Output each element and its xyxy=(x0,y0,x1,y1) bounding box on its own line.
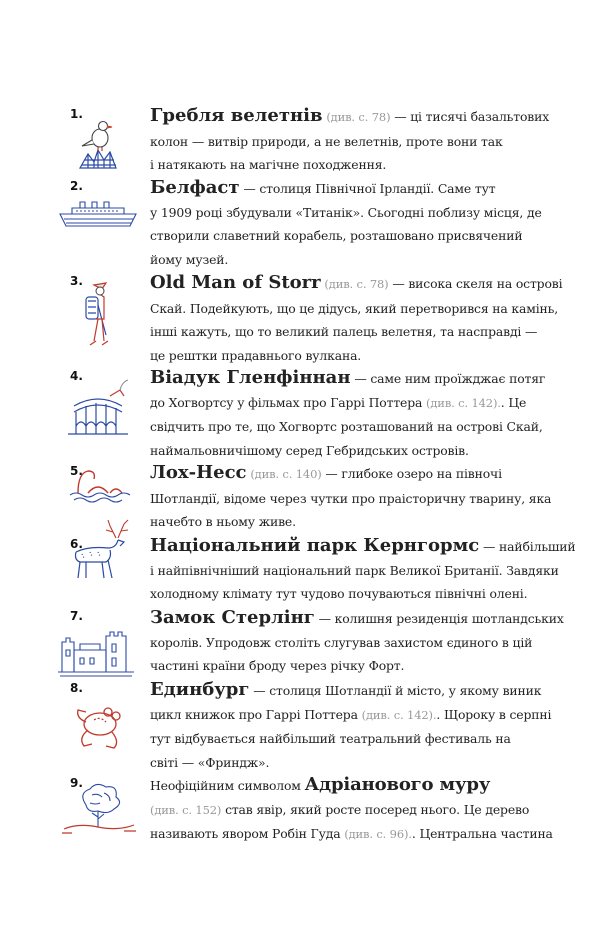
entry-line: йому музей. xyxy=(150,251,229,267)
entry-line: колон — витвір природи, а не велетнів, проте вони так xyxy=(150,133,503,149)
entry-line: Скай. Подейкують, що це дідусь, який перетворився на камінь, xyxy=(150,300,559,316)
entry-text xyxy=(150,534,576,606)
hiker-icon xyxy=(58,275,138,365)
entry-line: називають явором Робін Гуда xyxy=(150,826,341,841)
entry-text xyxy=(150,461,552,534)
entry-line: частині країни броду через річку Форт. xyxy=(150,658,405,673)
page-reference: (див. с. 78) xyxy=(326,110,391,124)
entry-line: — колишня резиденція шотландських xyxy=(318,611,564,626)
entry-number: 9. xyxy=(70,776,83,790)
entry-line: тут відбувається найбільший театральний фестиваль на xyxy=(150,731,511,746)
entry-line: інші кажуть, що то великий палець велетня, та насправді — xyxy=(150,324,538,339)
page-reference: (див. с. 96). xyxy=(344,827,412,841)
entry-line: у 1909 році збудували «Титанік». Сьогодні поблизу місця, де xyxy=(150,204,542,220)
entry-line: — столиця Шотландії й місто, у якому виник xyxy=(253,683,542,698)
entry-number: 6. xyxy=(70,537,83,551)
entry-line: — столиця Північної Ірландії. Саме тут xyxy=(243,181,496,196)
entry-title: Old Man of Storr xyxy=(150,272,321,293)
frog-icon xyxy=(58,696,138,758)
entry-line: став явір, який росте посеред нього. Це дерево xyxy=(225,801,530,817)
entry-line: — ці тисячі базальтових xyxy=(394,109,550,124)
entry-title: Замок Стерлінг xyxy=(150,607,315,628)
entry-line: цикл книжок про Гаррі Поттера xyxy=(150,706,358,722)
entry-title: Единбург xyxy=(150,679,250,700)
entry-line: — найбільший xyxy=(483,539,576,554)
entry-title: Белфаст xyxy=(150,177,240,198)
seagull-on-rocks-icon xyxy=(58,110,138,176)
entry-number: 3. xyxy=(70,274,83,288)
entry-text: Віадук Гленфіннан — саме ним проїжджає потяг до Хогвортсу у фільмах про Гаррі Поттера (див. с. 142).. Це свідчить про те, що Хогвортс розташований на острові Скай, наймальовничішому серед Гебридських островів. xyxy=(150,366,540,462)
entry-line: Щороку в серпні xyxy=(443,706,552,722)
entry-line: Шотландії, відоме через чутки про праісторичну тварину, яка xyxy=(150,490,552,506)
entry-line: — глибоке озеро на півночі xyxy=(325,466,502,481)
viaduct-icon xyxy=(58,376,138,444)
entry-title: Національний парк Кернгормс xyxy=(150,535,480,556)
page-reference: (див. с. 140) xyxy=(250,467,322,481)
castle-icon xyxy=(58,622,138,684)
entry-line: свідчить про те, що Хогвортс розташований на острові Скай, xyxy=(150,419,543,434)
entry-line: створили славетний корабель, розташовано присвячений xyxy=(150,228,523,243)
entry-number: 8. xyxy=(70,681,83,695)
entry-number: 5. xyxy=(70,464,83,478)
entry-line: Центральна частина xyxy=(419,826,553,841)
entry-text xyxy=(150,176,540,271)
entry-title: Віадук Гленфіннан xyxy=(150,367,351,388)
entry-line: наймальовничішому серед Гебридських островів. xyxy=(150,442,469,458)
entry-title: Лох-Несс xyxy=(150,462,247,483)
entry-line: і натякають на магічне походження. xyxy=(150,157,387,172)
sycamore-tree-icon xyxy=(58,781,138,845)
entry-line: світі — «Фриндж». xyxy=(150,754,270,770)
entry-line: холодному клімату тут чудово почуваються північні олені. xyxy=(150,586,528,601)
entry-number: 4. xyxy=(70,369,83,383)
entry-number: 7. xyxy=(70,609,83,623)
entry-line: начебто в ньому живе. xyxy=(150,514,296,529)
entry-line: і найпівнічніший національний парк Великої Британії. Завдяки xyxy=(150,562,559,578)
entry-text xyxy=(150,606,564,678)
entry-text xyxy=(150,271,563,367)
page-reference: (див. с. 142). xyxy=(426,395,501,410)
entry-line: до Хогвортсу у фільмах про Гаррі Поттера xyxy=(150,394,423,410)
entry-lead: Неофіційним символом xyxy=(150,778,301,793)
entry-line: це рештки прадавнього вулкана. xyxy=(150,347,362,363)
entry-title: Гребля велетнів xyxy=(150,105,323,126)
entry-line: — висока скеля на острові xyxy=(392,276,563,291)
entry-text: Единбург — столиця Шотландії й місто, у якому виник цикл книжок про Гаррі Поттера (див. с. 142).. Щороку в серпні тут відбувається найбільший театральний фестиваль на світі — «Фриндж». xyxy=(150,678,540,774)
entry-text xyxy=(150,104,550,177)
page-reference: (див. с. 142). xyxy=(361,707,437,722)
entry-text: Неофіційним символом Адріанового муру (див. с. 152) став явір, який росте посеред нього. Це дерево називають явором Робін Гуда (див. с. 96).. Центральна частина xyxy=(150,774,553,841)
loch-ness-monster-icon xyxy=(58,465,138,509)
entry-line: Це xyxy=(508,394,527,410)
entry-line: — саме ним проїжджає потяг xyxy=(354,371,546,386)
page-reference: (див. с. 152) xyxy=(150,802,222,817)
entry-title: Адріанового муру xyxy=(304,774,491,795)
entry-number: 1. xyxy=(70,107,83,121)
reindeer-icon xyxy=(58,518,138,588)
entry-line: королів. Упродовж століть слугував захистом єдиного в цій xyxy=(150,634,533,650)
entry-number: 2. xyxy=(70,179,83,193)
page-reference: (див. с. 78) xyxy=(324,277,389,291)
ship-icon xyxy=(58,200,138,234)
